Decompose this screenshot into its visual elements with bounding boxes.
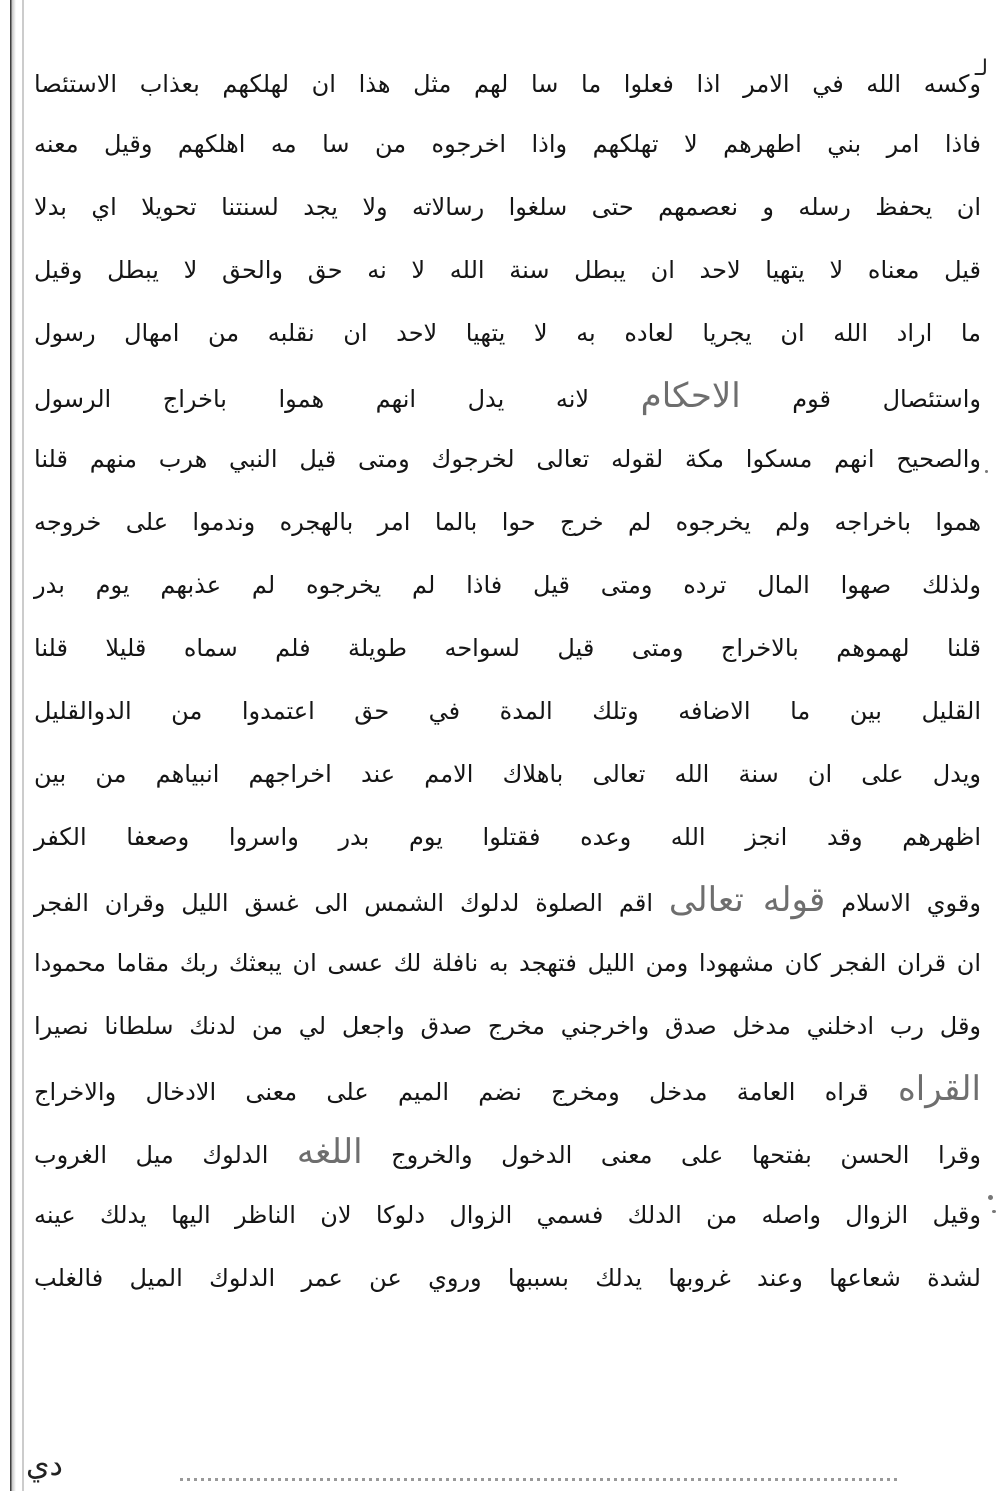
line-text: قراه العامة مدخل ومخرج نضم الميم على معنى الادخال والاخراج <box>34 1078 869 1106</box>
line-text: واستئصال قوم <box>792 385 981 413</box>
line-text: وقرا الحسن بفتحها على معنى الدخول والخروج <box>391 1141 981 1169</box>
text-line: ان يحفظ رسله و نعصمهم حتى سلغوا رسالاته ولا يجد لسنتنا تحويلا اي بدلا <box>34 193 981 221</box>
line-text: وقوي الاسلام <box>841 889 981 917</box>
text-line: ما اراد الله ان يجريا لعاده به لا يتهيا لاحد ان نقلبه من امهال رسول <box>34 319 981 347</box>
margin-speck <box>988 1195 993 1200</box>
text-line: هموا باخراجه ولم يخرجوه لم خرج حوا بالما امر بالهجره وندموا على خروجه <box>34 508 981 536</box>
text-line: فاذا امر بني اطهرهم لا تهلكهم واذا اخرجوه من سا مه اهلكهم وقيل معنه <box>34 130 981 158</box>
rubric-heading: القراه <box>897 1069 981 1109</box>
text-line: ويدل على ان سنة الله تعالى باهلاك الامم عند اخراجهم انبياهم من بين <box>34 760 981 788</box>
line-text: اقم الصلوة لدلوك الشمس الى غسق الليل وقران الفجر <box>34 889 653 917</box>
rubric-heading: قوله تعالى <box>668 880 826 920</box>
text-line: وكسه الله في الامر اذا فعلوا ما سا لهم مثل هذا ان لهلكهم بعذاب الاستئصا <box>34 70 981 98</box>
text-line: وقيل الزوال واصله من الدلك فسمي الزوال دلوكا لان الناظر اليها يدلك عينه <box>34 1201 981 1229</box>
rubric-heading: اللغه <box>296 1132 363 1172</box>
line-text: الدلوك ميل الغروب <box>34 1141 269 1169</box>
margin-speck <box>992 1210 996 1213</box>
binding-edge <box>10 0 16 1491</box>
binding-shadow <box>22 0 24 1491</box>
folio-mark-top: ﻟـ <box>974 56 988 81</box>
text-line: قيل معناه لا يتهيا لاحد ان يبطل سنة الله لا نه حق والحق لا يبطل وقيل <box>34 256 981 284</box>
text-line: ان قران الفجر كان مشهودا ومن الليل فتهجد به نافلة لك عسى ان يبعثك ربك مقاما محمودا <box>34 949 981 977</box>
text-line <box>30 1121 985 1184</box>
text-line <box>30 365 985 428</box>
text-line: القليل بين ما الاضافه وتلك المدة في حق اعتمدوا من الدوالقليل <box>34 697 981 725</box>
text-line: ولذلك صهوا المال ترده ومتى قيل فاذا لم يخرجوه لم عذبهم يوم بدر <box>34 571 981 599</box>
rubric-heading: الاحكام <box>640 376 741 416</box>
manuscript-text <box>30 55 985 1310</box>
text-line <box>30 869 985 932</box>
text-line: والصحيح انهم مسكوا مكة لقوله تعالى لخرجوك ومتى قيل النبي هرب منهم قلنا <box>34 445 981 473</box>
text-line: وقل رب ادخلني مدخل صدق واخرجني مخرج صدق واجعل لي من لدنك سلطانا نصيرا <box>34 1012 981 1040</box>
page-bottom-edge <box>180 1478 900 1481</box>
margin-speck <box>985 470 988 473</box>
text-line: قلنا لهموهم بالاخراج ومتى قيل لسواحه طويلة فلم سماه قليلا قلنا <box>34 634 981 662</box>
text-line <box>30 1058 985 1121</box>
text-line: لشدة شعاعها وعند غروبها يدلك بسببها وروي عن عمر الدلوك الميل فالغلب <box>34 1264 981 1292</box>
line-text: لانه يدل انهم هموا باخراج الرسول <box>34 385 590 413</box>
text-line: اظهرهم وقد انجز الله وعده فقتلوا يوم بدر واسروا وصعفا الكفر <box>34 823 981 851</box>
folio-mark-bottom: دي <box>26 1448 63 1483</box>
